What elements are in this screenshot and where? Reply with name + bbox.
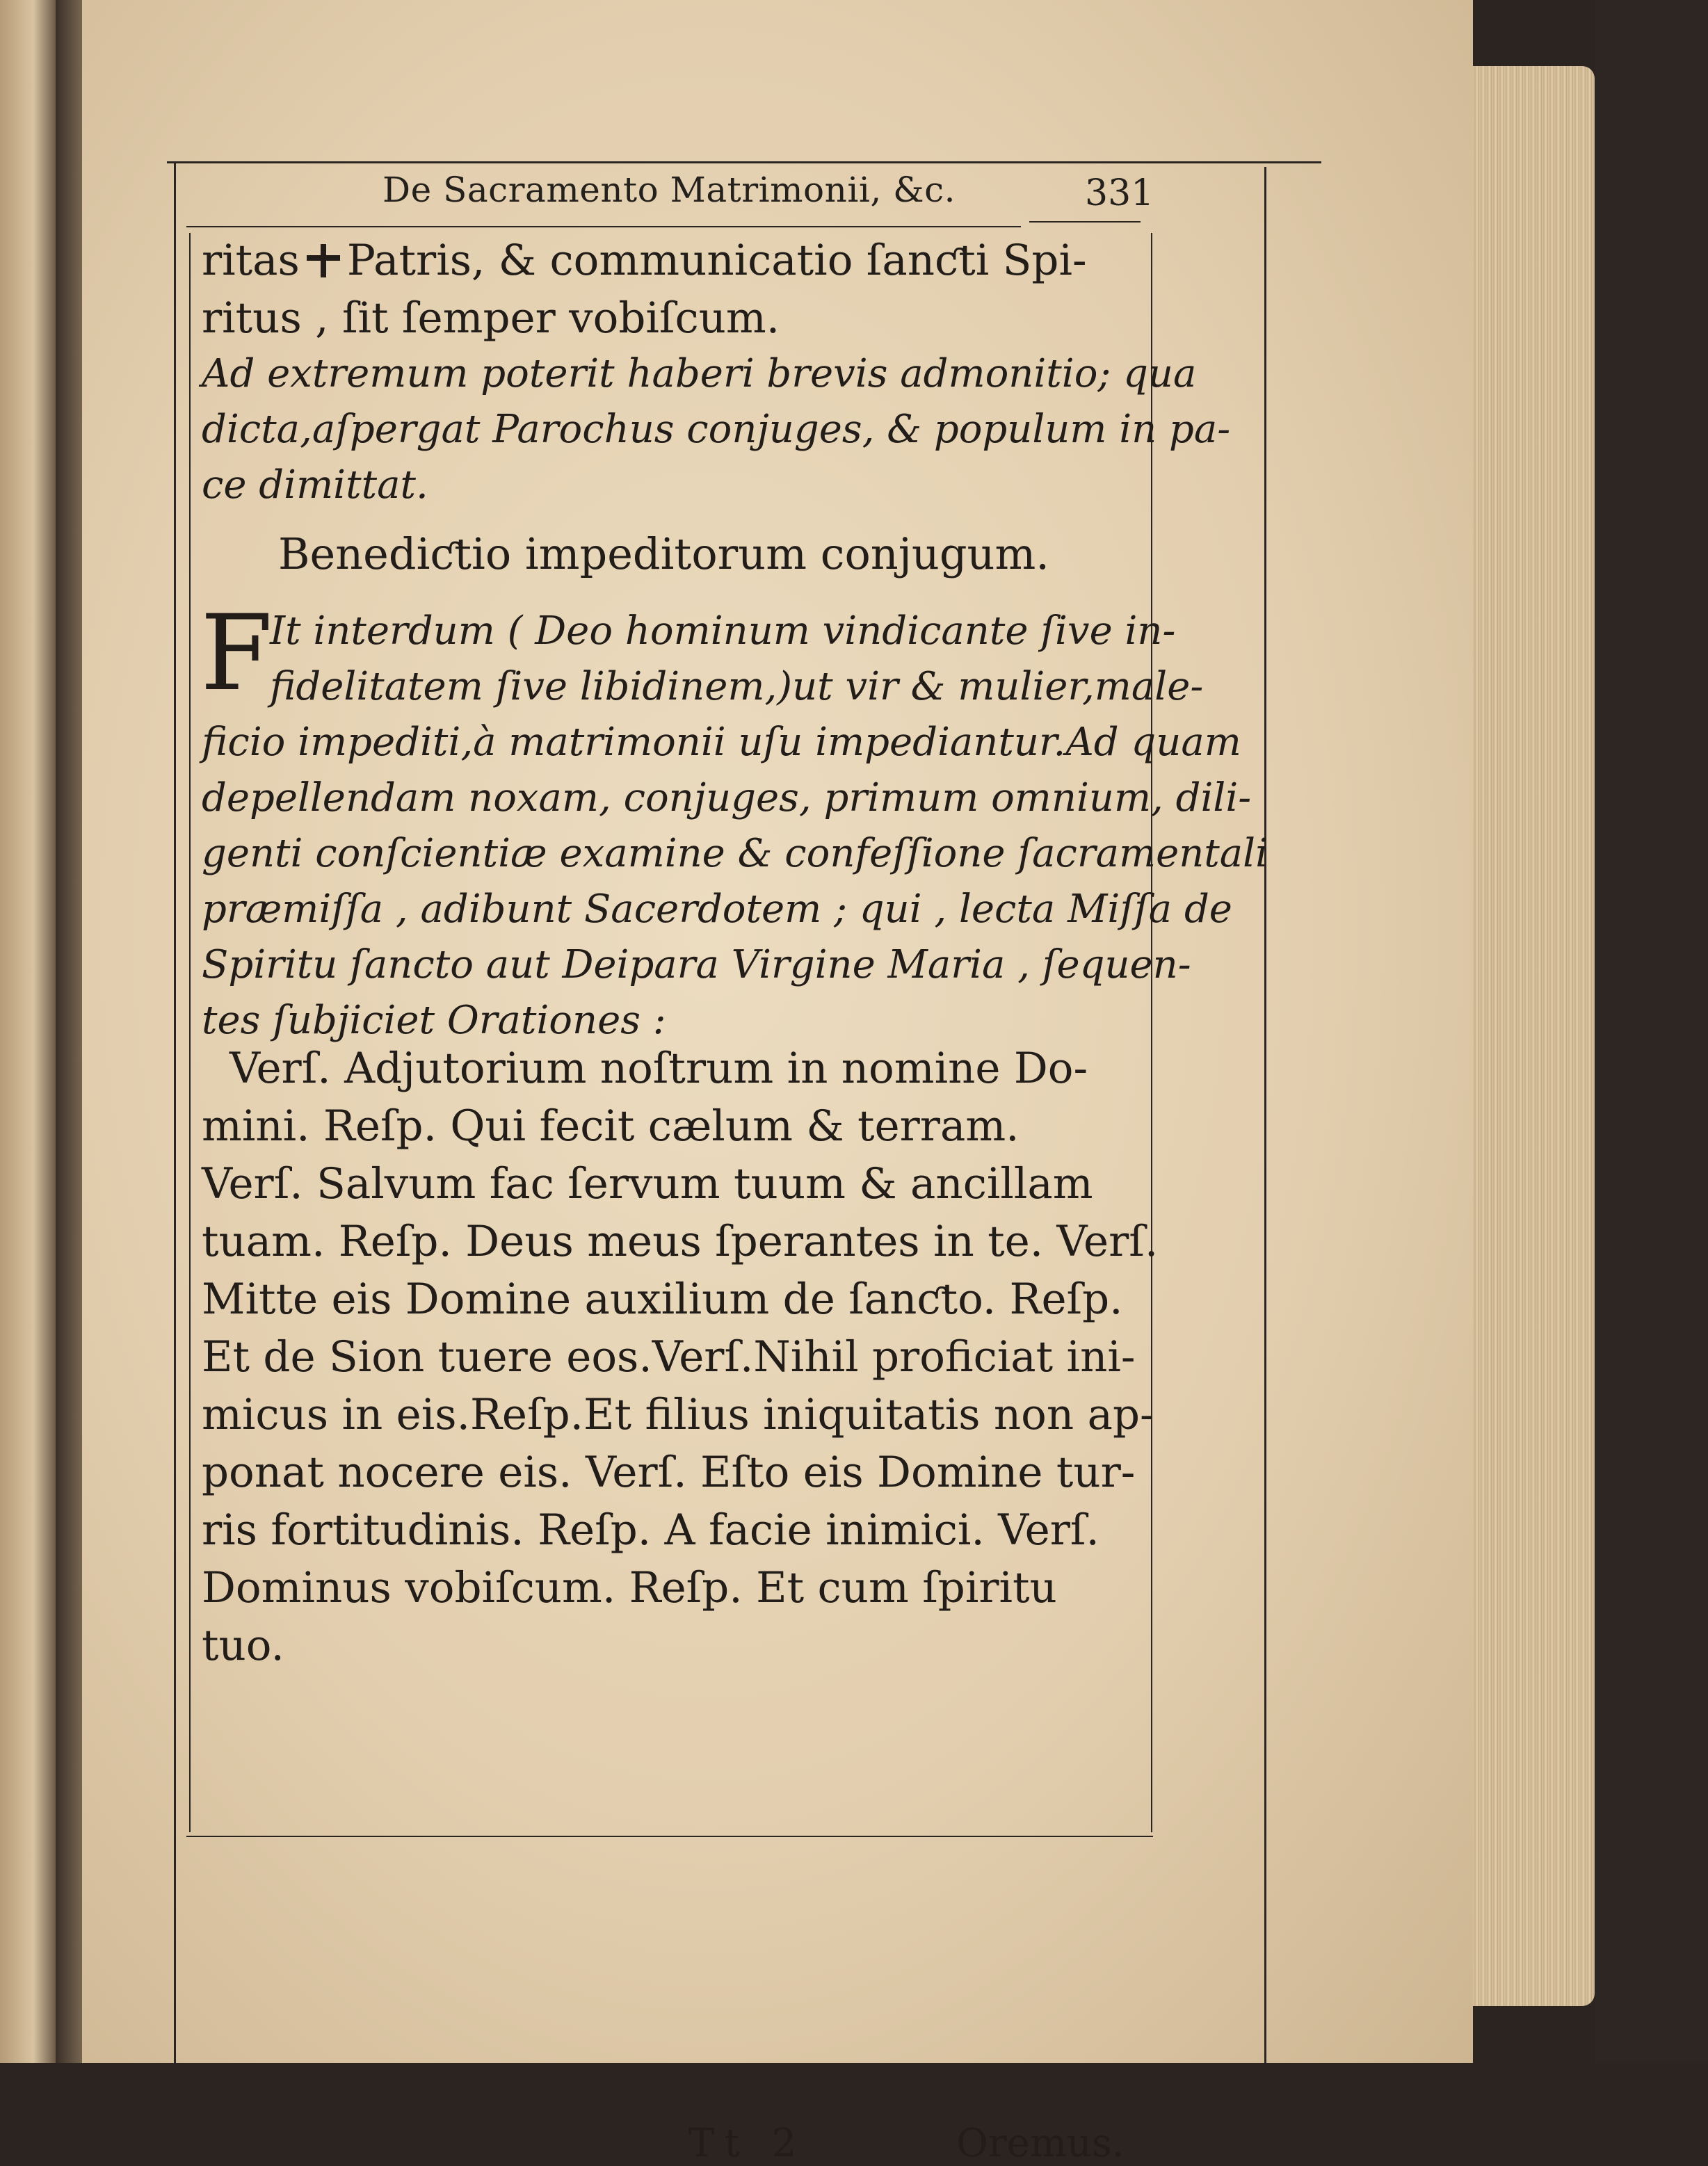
rubric-line: ficio impediti,à matrimonii uſu impediantur.Ad quam <box>202 720 1241 765</box>
rubric-line: Ad extremum poterit haberi brevis admonitio; qua <box>202 351 1197 396</box>
rubric-line: dicta,aſpergat Parochus conjuges, & populum in pa- <box>202 407 1231 452</box>
versicle-line: mini. Reſp. Qui fecit cælum & terram. <box>202 1101 1020 1151</box>
text-line: ritus , ſit ſemper vobiſcum. <box>202 293 780 343</box>
rubric-line: Spiritu ſancto aut Deipara Virgine Maria , ſequen- <box>202 942 1191 987</box>
cross-icon <box>304 243 343 279</box>
section-heading: Benediƈtio impeditorum conjugum. <box>278 528 1049 579</box>
versicle-line: Et de Sion tuere eos.Verſ.Nihil proficiat ini- <box>202 1332 1136 1382</box>
catchword: Oremus. <box>956 2121 1125 2166</box>
frame-rule-right <box>1264 167 1266 2163</box>
frame-rule-under-head <box>186 226 1021 227</box>
versicle-line: Mitte eis Domine auxilium de ſanƈto. Reſp. <box>202 1275 1123 1324</box>
running-head: De Sacramento Matrimonii, &c. <box>382 170 956 210</box>
rubric-line: It interdum ( Deo hominum vindicante ſive in- <box>270 608 1176 654</box>
versicle-line: ponat nocere eis. Verſ. Eſto eis Domine tur- <box>202 1448 1136 1497</box>
frame-rule-bottom <box>186 1836 1153 1837</box>
background-shadow <box>1595 0 1708 2063</box>
page-number: 331 <box>1085 172 1154 214</box>
versicles-responses <box>202 1040 1159 1674</box>
rubric-line: depellendam noxam, conjuges, primum omnium, dili- <box>202 775 1252 821</box>
rubric-line: genti conſcientiæ examine & confeſſione ſacramentali <box>202 831 1268 876</box>
rubric-instructions <box>202 604 1268 1049</box>
frame-rule-page-number <box>1029 221 1141 223</box>
frame-rule-left-inner <box>189 233 191 1832</box>
versicle-line: Dominus vobiſcum. Reſp. Et cum ſpiritu <box>202 1563 1057 1613</box>
versicle-line: tuo. <box>202 1621 284 1670</box>
frame-rule-top <box>167 161 1321 163</box>
versicle-line: Verſ. Adjutorium noſtrum in nomine Do- <box>229 1044 1088 1093</box>
rubric-admonitio <box>202 346 1231 513</box>
rubric-line: præmiſſa , adibunt Sacerdotem ; qui , lecta Miſſa de <box>202 887 1232 932</box>
opening-text <box>202 232 1154 347</box>
signature-mark: Tt 2 <box>688 2121 807 2166</box>
book-gutter <box>56 0 83 2063</box>
drop-capital: F <box>200 593 273 714</box>
page-edges <box>1473 66 1595 2006</box>
versicle-line: micus in eis.Reſp.Et filius iniquitatis non ap- <box>202 1390 1154 1439</box>
frame-rule-left <box>174 163 176 2166</box>
versicle-line: ris fortitudinis. Reſp. A facie inimici. Verſ. <box>202 1505 1099 1555</box>
versicle-line: Verſ. Salvum fac ſervum tuum & ancillam <box>202 1159 1093 1209</box>
rubric-line: tes ſubjiciet Orationes : <box>202 998 666 1043</box>
versicle-line: tuam. Reſp. Deus meus ſperantes in te. Verſ. <box>202 1217 1159 1266</box>
rubric-line: ce dimittat. <box>202 462 428 508</box>
facing-page-edge <box>0 0 56 2063</box>
rubric-line: fidelitatem ſive libidinem,)ut vir & mulier,male- <box>270 664 1204 709</box>
text-line: ritas Patris, & communicatio ſanƈti Spi- <box>202 236 1087 285</box>
